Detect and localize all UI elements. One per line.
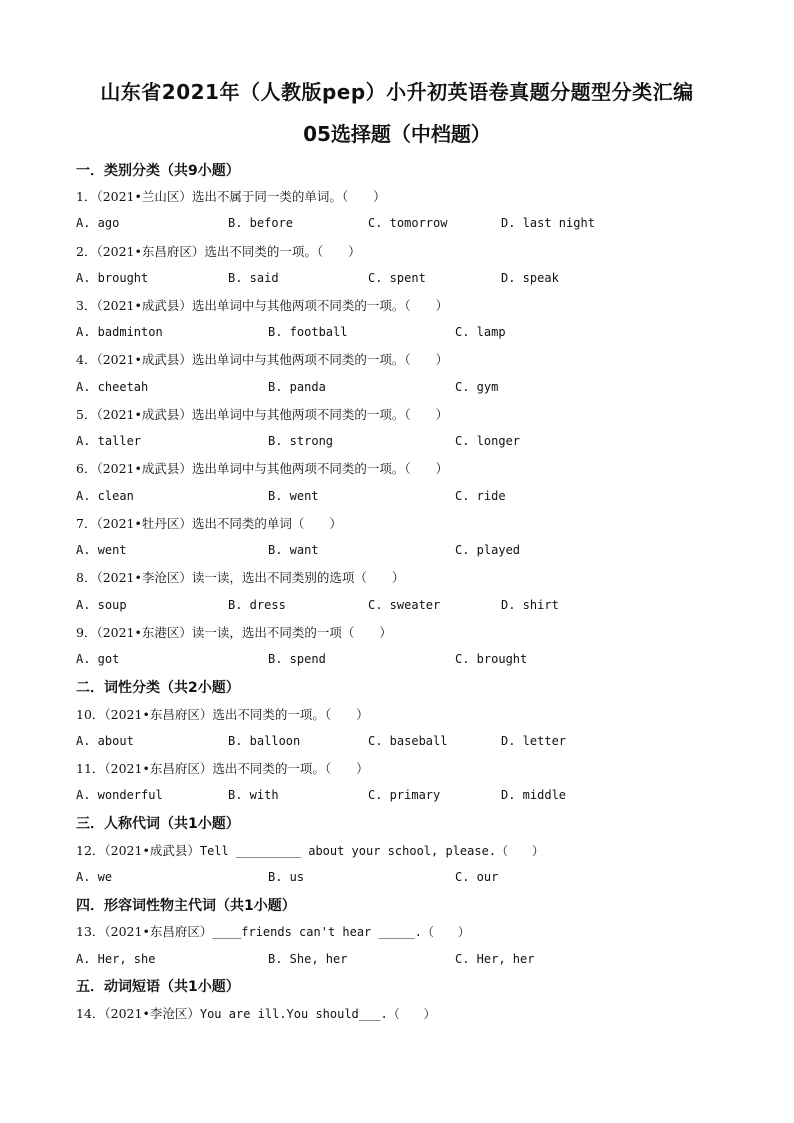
option-c[interactable]: C. sweater xyxy=(368,598,441,612)
question-source: （2021•东昌府区） xyxy=(104,707,213,722)
option-d[interactable]: D. shirt xyxy=(501,598,559,612)
question-number: 6． xyxy=(76,461,97,476)
question-source: （2021•成武县） xyxy=(96,352,192,367)
question-text: 选出不同类的单词（ ） xyxy=(191,516,342,531)
question-3 xyxy=(76,296,448,314)
question-text: 选出单词中与其他两项不同类的一项。（ ） xyxy=(191,352,449,367)
question-text: Tell _________ about your school, please.（ ） xyxy=(199,844,545,858)
question-text: ____friends can't hear _____.（ ） xyxy=(212,925,470,939)
question-source: （2021•李沧区） xyxy=(104,1006,200,1021)
option-a[interactable]: A. taller xyxy=(76,434,142,448)
question-number: 14． xyxy=(76,1006,105,1021)
question-number: 2． xyxy=(76,244,97,259)
question-text: 选出不同类的一项。（ ） xyxy=(204,244,361,259)
option-c[interactable]: C. brought xyxy=(455,652,528,666)
option-a[interactable]: A. brought xyxy=(76,271,149,285)
option-a[interactable]: A. went xyxy=(76,543,127,557)
question-source: （2021•李沧区） xyxy=(96,570,192,585)
question-text: 选出单词中与其他两项不同类的一项。（ ） xyxy=(191,407,449,422)
section-heading: 一．类别分类（共9小题） xyxy=(76,163,240,179)
question-source: （2021•成武县） xyxy=(96,298,192,313)
option-b[interactable]: B. want xyxy=(268,543,319,557)
question-9 xyxy=(76,623,392,641)
option-b[interactable]: B. football xyxy=(268,325,348,339)
option-d[interactable]: D. last night xyxy=(501,216,595,230)
option-c[interactable]: C. spent xyxy=(368,271,426,285)
option-b[interactable]: B. went xyxy=(268,489,319,503)
question-2 xyxy=(76,242,361,260)
question-number: 3． xyxy=(76,298,97,313)
option-d[interactable]: D. speak xyxy=(501,271,559,285)
section-heading: 四．形容词性物主代词（共1小题） xyxy=(76,898,296,914)
option-c[interactable]: C. ride xyxy=(455,489,506,503)
option-c[interactable]: C. Her, her xyxy=(455,952,535,966)
question-text: You are ill.You should___.（ ） xyxy=(199,1007,436,1021)
question-13 xyxy=(76,922,470,940)
question-5 xyxy=(76,405,448,423)
question-text: 选出不同类的一项。（ ） xyxy=(212,707,369,722)
option-a[interactable]: A. cheetah xyxy=(76,380,149,394)
option-a[interactable]: A. wonderful xyxy=(76,788,163,802)
question-text: 选出单词中与其他两项不同类的一项。（ ） xyxy=(191,461,449,476)
question-source: （2021•兰山区） xyxy=(96,189,192,204)
question-source: （2021•成武县） xyxy=(96,461,192,476)
section-heading: 二．词性分类（共2小题） xyxy=(76,680,240,696)
option-d[interactable]: D. middle xyxy=(501,788,567,802)
option-c[interactable]: C. lamp xyxy=(455,325,506,339)
option-a[interactable]: A. soup xyxy=(76,598,127,612)
option-c[interactable]: C. baseball xyxy=(368,734,448,748)
question-7 xyxy=(76,514,342,532)
option-c[interactable]: C. our xyxy=(455,870,499,884)
option-c[interactable]: C. tomorrow xyxy=(368,216,448,230)
question-number: 1． xyxy=(76,189,97,204)
option-b[interactable]: B. She, her xyxy=(268,952,348,966)
question-text: 读一读，选出不同类别的选项（ ） xyxy=(191,570,405,585)
question-source: （2021•东昌府区） xyxy=(104,761,213,776)
question-14 xyxy=(76,1004,436,1022)
option-b[interactable]: B. strong xyxy=(268,434,334,448)
document-title: 山东省2021年（人教版pep）小升初英语卷真题分题型分类汇编 xyxy=(100,80,694,104)
question-number: 5． xyxy=(76,407,97,422)
question-source: （2021•牡丹区） xyxy=(96,516,192,531)
question-1 xyxy=(76,187,386,205)
question-text: 选出不属于同一类的单词。（ ） xyxy=(191,189,386,204)
option-a[interactable]: A. Her, she xyxy=(76,952,156,966)
question-source: （2021•东昌府区） xyxy=(96,244,205,259)
option-a[interactable]: A. about xyxy=(76,734,134,748)
question-source: （2021•成武县） xyxy=(104,843,200,858)
option-b[interactable]: B. balloon xyxy=(228,734,301,748)
option-c[interactable]: C. played xyxy=(455,543,521,557)
option-a[interactable]: A. we xyxy=(76,870,113,884)
option-b[interactable]: B. said xyxy=(228,271,279,285)
option-b[interactable]: B. before xyxy=(228,216,294,230)
question-number: 9． xyxy=(76,625,97,640)
option-a[interactable]: A. badminton xyxy=(76,325,163,339)
question-10 xyxy=(76,705,369,723)
section-heading: 三．人称代词（共1小题） xyxy=(76,816,240,832)
question-4 xyxy=(76,350,448,368)
question-text: 读一读，选出不同类的一项（ ） xyxy=(191,625,392,640)
option-c[interactable]: C. primary xyxy=(368,788,441,802)
question-number: 4． xyxy=(76,352,97,367)
option-a[interactable]: A. clean xyxy=(76,489,134,503)
option-b[interactable]: B. dress xyxy=(228,598,286,612)
question-number: 10． xyxy=(76,707,105,722)
option-b[interactable]: B. spend xyxy=(268,652,326,666)
option-c[interactable]: C. gym xyxy=(455,380,499,394)
question-source: （2021•东昌府区） xyxy=(104,924,213,939)
option-b[interactable]: B. us xyxy=(268,870,305,884)
document-subtitle: 05选择题（中档题） xyxy=(303,122,491,146)
option-a[interactable]: A. got xyxy=(76,652,120,666)
question-number: 12． xyxy=(76,843,105,858)
option-b[interactable]: B. with xyxy=(228,788,279,802)
section-heading: 五．动词短语（共1小题） xyxy=(76,979,240,995)
question-8 xyxy=(76,568,404,586)
question-11 xyxy=(76,759,369,777)
question-12 xyxy=(76,841,544,859)
option-c[interactable]: C. longer xyxy=(455,434,521,448)
question-number: 7． xyxy=(76,516,97,531)
question-6 xyxy=(76,459,448,477)
question-text: 选出单词中与其他两项不同类的一项。（ ） xyxy=(191,298,449,313)
option-b[interactable]: B. panda xyxy=(268,380,326,394)
question-number: 11． xyxy=(76,761,105,776)
option-d[interactable]: D. letter xyxy=(501,734,567,748)
option-a[interactable]: A. ago xyxy=(76,216,120,230)
question-number: 8． xyxy=(76,570,97,585)
question-source: （2021•成武县） xyxy=(96,407,192,422)
question-number: 13． xyxy=(76,924,105,939)
question-text: 选出不同类的一项。（ ） xyxy=(212,761,369,776)
question-source: （2021•东港区） xyxy=(96,625,192,640)
